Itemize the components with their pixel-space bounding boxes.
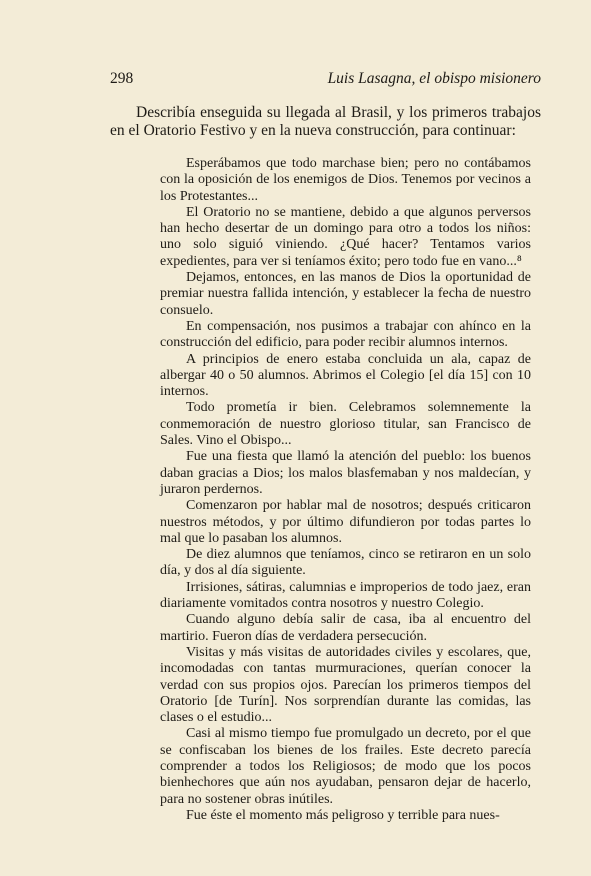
quote-paragraph: Irrisiones, sátiras, calumnias e improperios de todo jaez, eran diariamente vomitados contra nosotros y nuestro Colegio. [160, 579, 531, 612]
quote-paragraph: En compensación, nos pusimos a trabajar con ahínco en la construcción del edificio, para poder recibir alumnos internos. [160, 318, 531, 351]
intro-paragraph: Describía enseguida su llegada al Brasil, y los primeros trabajos en el Oratorio Festivo y en la nueva construcción, para continuar: [110, 104, 541, 139]
quote-paragraph: Fue éste el momento más peligroso y terrible para nues- [186, 807, 500, 823]
running-title: Luis Lasagna, el obispo misionero [327, 70, 541, 87]
block-quote [160, 156, 531, 824]
quote-paragraph: El Oratorio no se mantiene, debido a que algunos perversos han hecho desertar de un domingo para otro a todos los niños: uno solo siguió viniendo. ¿Qué hacer? Tentamos varios expedientes, para ver si teníamos éxito; pero todo fue en vano...⁸ [160, 204, 531, 269]
quote-paragraph: Esperábamos que todo marchase bien; pero no contábamos con la oposición de los enemigos de Dios. Tenemos por vecinos a los Protestantes... [160, 156, 531, 204]
quote-paragraph: Visitas y más visitas de autoridades civiles y escolares, que, incomodadas con tantas murmuraciones, querían conocer la verdad con sus propios ojos. Parecían los primeros tiempos del Oratorio [de Turín]. Nos sorprendían durante las comidas, las clases o el estudio... [160, 644, 531, 726]
quote-paragraph: Todo prometía ir bien. Celebramos solemnemente la conmemoración de nuestro glorioso titular, san Francisco de Sales. Vino el Obispo... [160, 400, 531, 449]
page-number: 298 [110, 70, 134, 87]
quote-paragraph: Dejamos, entonces, en las manos de Dios la oportunidad de premiar nuestra fallida intención, y establecer la fecha de nuestro consuelo. [160, 270, 531, 318]
quote-paragraph: De diez alumnos que teníamos, cinco se retiraron en un solo día, y dos al día siguiente. [160, 547, 531, 579]
quote-paragraph: Cuando alguno debía salir de casa, iba al encuentro del martirio. Fueron días de verdadera persecución. [160, 612, 531, 644]
quote-paragraph: A principios de enero estaba concluida un ala, capaz de albergar 40 o 50 alumnos. Abrimos el Colegio [el día 15] con 10 internos. [160, 351, 531, 400]
quote-paragraph: Casi al mismo tiempo fue promulgado un decreto, por el que se confiscaban los bienes de los frailes. Este decreto parecía comprender a todos los Religiosos; de modo que los pocos bienhechores que aún nos ayudaban, pensaron dejar de hacerlo, para no sostener obras inútiles. [160, 726, 531, 807]
quote-paragraph: Comenzaron por hablar mal de nosotros; después criticaron nuestros métodos, y por último difundieron por todas partes lo mal que lo pasaban los alumnos. [160, 498, 531, 546]
quote-paragraph: Fue una fiesta que llamó la atención del pueblo: los buenos daban gracias a Dios; los malos blasfemaban y nos maldecían, y juraron perdernos. [160, 449, 531, 497]
page-header [110, 70, 541, 92]
